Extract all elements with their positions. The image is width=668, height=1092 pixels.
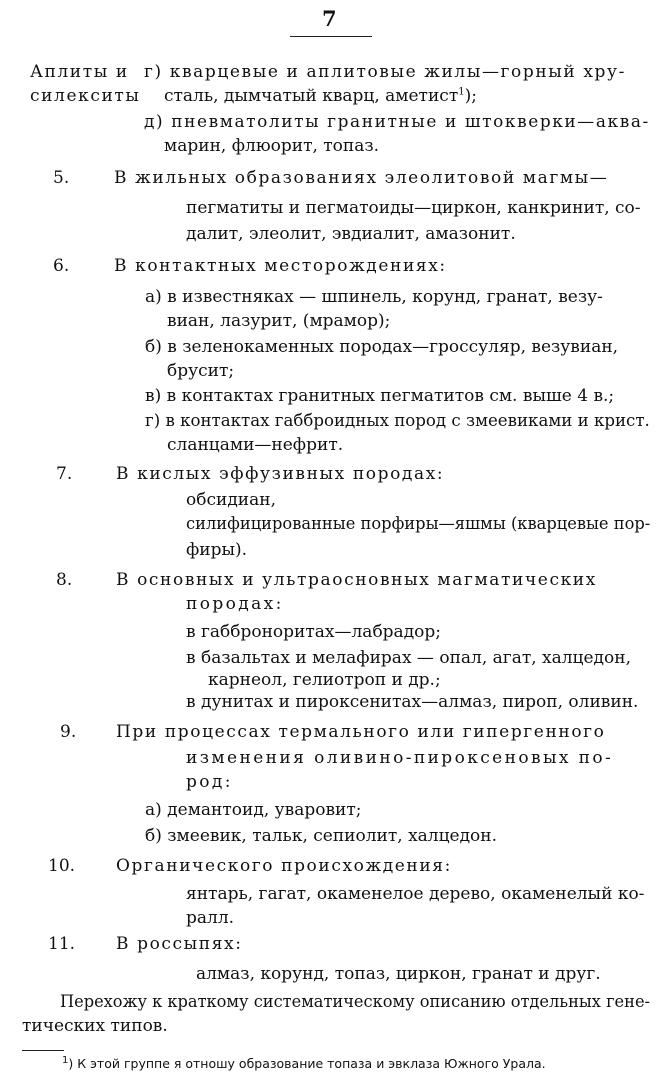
item11-heading: В россыпях: (116, 934, 243, 954)
aplity-d-line1: д) пневматолиты гранитные и штокверки—аква- (144, 112, 650, 132)
item6-g-line2: сланцами—нефрит. (167, 435, 344, 455)
item9-number: 9. (60, 722, 77, 742)
page-number-rule (290, 36, 372, 37)
aplity-g-line2-text: сталь, дымчатый кварц, аметист (164, 86, 459, 106)
item5-number: 5. (53, 168, 70, 188)
item7-line3: фиры). (186, 540, 248, 560)
item8-line1: в габброноритах—лабрадор; (186, 622, 442, 642)
aplity-g-line2 (164, 84, 477, 108)
item10-number: 10. (48, 856, 76, 876)
item11-number: 11. (48, 934, 76, 954)
footnote-ref: 1 (458, 86, 465, 98)
item8-line2: в базальтах и мелафирах — опал, агат, халцедон, (186, 648, 631, 668)
item9-b: б) змеевик, тальк, сепиолит, халцедон. (145, 826, 498, 846)
item8-number: 8. (56, 570, 73, 590)
item7-line1: обсидиан, (186, 490, 276, 510)
item10-line1: янтарь, гагат, окаменелое дерево, окаменелый ко- (186, 884, 645, 904)
aplity-g-line2-tail: ); (464, 86, 477, 106)
item6-heading: В контактных месторождениях: (114, 256, 447, 276)
aplity-d-line2: марин, флюорит, топаз. (164, 136, 380, 156)
silexity-label: силекситы (30, 86, 141, 106)
item6-a-line2: виан, лазурит, (мрамор); (167, 311, 391, 331)
footnote (62, 1056, 546, 1071)
item7-line2: силифицированные порфиры—яшмы (кварцевые пор- (186, 514, 651, 534)
page-number: 7 (322, 6, 337, 31)
item7-number: 7. (56, 464, 73, 484)
item6-g-line1: г) в контактах габброидных пород с змеевиками и крист. (145, 411, 650, 431)
closing-line2: тических типов. (22, 1016, 168, 1036)
item5-line1: пегматиты и пегматоиды—циркон, канкринит, со- (186, 198, 641, 218)
item6-a-line1: а) в известняках — шпинель, корунд, гранат, везу- (145, 287, 603, 307)
item6-number: 6. (53, 256, 70, 276)
aplity-g-line1: г) кварцевые и аплитовые жилы—горный хру- (144, 62, 626, 82)
footnote-rule (22, 1050, 64, 1051)
item11-line1: алмаз, корунд, топаз, циркон, гранат и друг. (196, 964, 601, 984)
item8-line3: карнеол, гелиотроп и др.; (208, 670, 441, 690)
item5-heading: В жильных образованиях элеолитовой магмы— (114, 168, 609, 188)
item8-heading-line2: породах: (186, 594, 284, 614)
item7-heading: В кислых эффузивных породах: (116, 464, 445, 484)
item6-v-line1: в) в контактах гранитных пегматитов см. выше 4 в.; (145, 386, 615, 406)
item8-heading-line1: В основных и ультраосновных магматических (116, 570, 597, 590)
item5-line2: далит, элеолит, эвдиалит, амазонит. (186, 224, 516, 244)
item9-heading-line3: род: (186, 772, 233, 792)
item6-b-line2: брусит; (167, 361, 235, 381)
item9-heading-line2: изменения оливино-пироксеновых по- (186, 748, 614, 768)
item9-heading-line1: При процессах термального или гипергенного (116, 722, 606, 742)
aplity-label: Аплиты и (30, 62, 129, 82)
closing-line1: Перехожу к краткому систематическому описанию отдельных генe- (60, 992, 651, 1012)
footnote-marker: 1 (62, 1054, 69, 1066)
item8-line4: в дунитах и пироксенитах—алмаз, пироп, оливин. (186, 692, 639, 712)
item9-a: а) демантоид, уваровит; (145, 800, 362, 820)
item6-b-line1: б) в зеленокаменных породах—гроссуляр, везувиан, (145, 337, 619, 357)
item10-heading: Органического происхождения: (116, 856, 452, 876)
footnote-text: ) К этой группе я отношу образование топаза и эвклаза Южного Урала. (68, 1056, 546, 1071)
item10-line2: ралл. (186, 908, 235, 928)
